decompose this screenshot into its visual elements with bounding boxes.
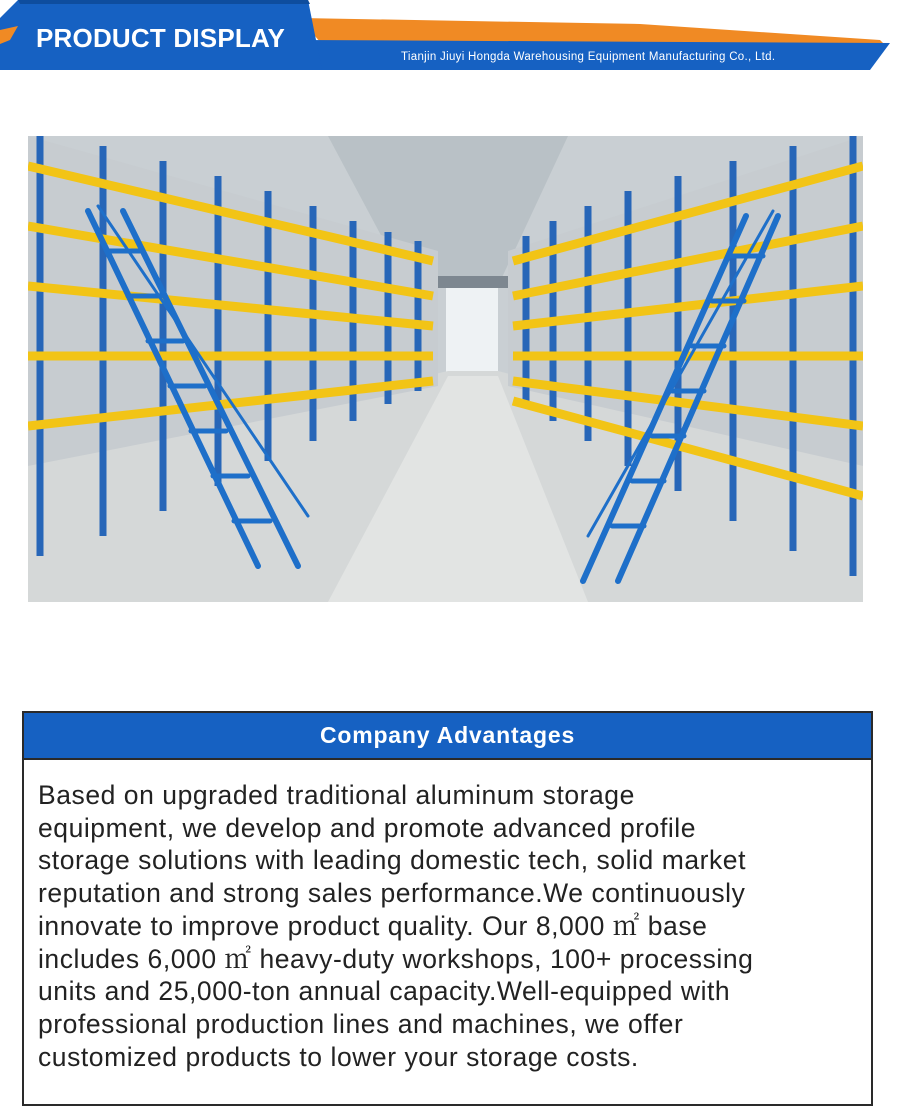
company-advantages-box bbox=[22, 711, 873, 1106]
warehouse-racking-photo bbox=[28, 136, 863, 602]
advantages-header bbox=[24, 713, 871, 760]
advantages-body: Based on upgraded traditional aluminum storage equipment, we develop and promote advanced profile storage solutions with leading domestic tech, solid market reputation and strong sales performance.We continuously innovate to improve product quality. Our 8,000 ㎡ base includes 6,000 ㎡ heavy-duty workshops, 100+ processing units and 25,000-ton annual capacity.Well-equipped with professional production lines and machines, we offer customized products to lower your storage costs. bbox=[38, 780, 754, 1072]
company-name: Tianjin Jiuyi Hongda Warehousing Equipment Manufacturing Co., Ltd. bbox=[401, 51, 776, 63]
photo-illustration bbox=[28, 136, 863, 602]
advantages-title: Company Advantages bbox=[319, 722, 576, 748]
header-banner bbox=[0, 0, 897, 75]
page-title: PRODUCT DISPLAY bbox=[36, 23, 286, 53]
